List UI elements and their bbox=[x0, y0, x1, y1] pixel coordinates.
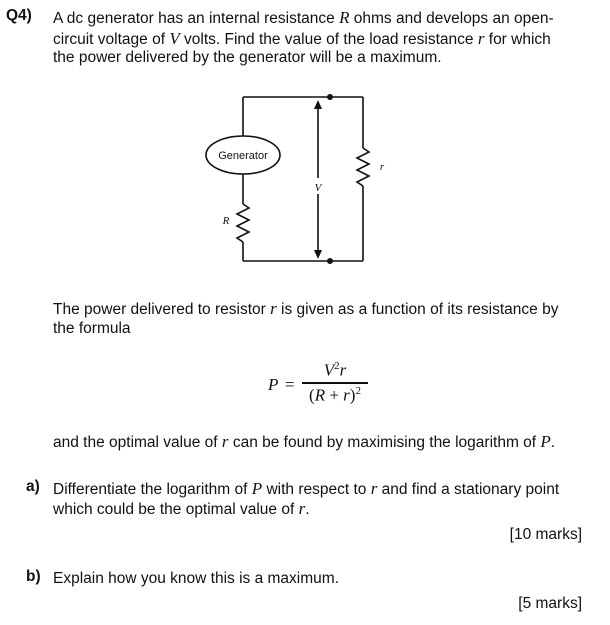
p2-end: . bbox=[550, 434, 556, 451]
var-P: P bbox=[268, 375, 279, 394]
resistor-R bbox=[237, 204, 249, 242]
part-b-line-1: Explain how you know this is a maximum. bbox=[53, 570, 340, 587]
part-a-marks: [10 marks] bbox=[509, 526, 582, 543]
node-dot-top bbox=[327, 94, 333, 100]
var-R: R bbox=[339, 8, 350, 27]
p1-text-a: The power delivered to resistor bbox=[53, 301, 271, 318]
den-close-paren: ) bbox=[349, 384, 356, 404]
part-a-text-b: with respect to bbox=[262, 481, 371, 498]
paragraph-1-line-1 bbox=[53, 298, 558, 320]
part-a-label: a) bbox=[26, 478, 40, 495]
formula-denominator bbox=[309, 385, 361, 405]
arrow-up-icon bbox=[314, 100, 322, 109]
num-r: r bbox=[339, 360, 347, 380]
part-a-text-a: Differentiate the logarithm of bbox=[53, 481, 252, 498]
num-V: V bbox=[323, 360, 335, 380]
var-V: V bbox=[169, 29, 180, 48]
part-a-line-1 bbox=[53, 478, 559, 500]
voltage-label: V bbox=[314, 182, 322, 194]
equals-sign: = bbox=[284, 375, 295, 394]
resistor-r-label: r bbox=[379, 161, 385, 173]
formula-numerator bbox=[324, 360, 347, 380]
intro-text-4: volts. Find the value of the load resistance bbox=[179, 31, 478, 48]
fraction-bar bbox=[302, 382, 368, 383]
part-b-marks: [5 marks] bbox=[518, 595, 582, 612]
intro-text-3: circuit voltage of bbox=[53, 31, 170, 48]
formula-lhs bbox=[268, 375, 294, 395]
node-dot-bottom bbox=[327, 258, 333, 264]
num-exponent: 2 bbox=[334, 360, 340, 372]
resistor-R-label: R bbox=[222, 215, 230, 227]
den-r: r bbox=[343, 384, 350, 404]
var-P: P bbox=[540, 432, 551, 451]
p2-text-a: and the optimal value of bbox=[53, 434, 222, 451]
intro-text-1: A dc generator has an internal resistance bbox=[53, 10, 340, 27]
var-r: r bbox=[298, 499, 306, 518]
var-r: r bbox=[477, 29, 485, 48]
part-a-text-d: which could be the optimal value of bbox=[53, 501, 299, 518]
part-b-label: b) bbox=[26, 568, 41, 585]
intro-text-2: ohms and develops an open- bbox=[349, 10, 554, 27]
p2-text-b: can be found by maximising the logarithm of bbox=[228, 434, 541, 451]
generator-label: Generator bbox=[218, 150, 268, 162]
den-open-paren: ( bbox=[309, 384, 315, 404]
paragraph-1-line-2: the formula bbox=[53, 320, 131, 337]
circuit-diagram bbox=[195, 88, 395, 273]
part-a-text-c: and find a stationary point bbox=[377, 481, 560, 498]
formula-fraction bbox=[302, 360, 368, 405]
var-r: r bbox=[270, 299, 277, 318]
part-a-line-2 bbox=[53, 498, 310, 520]
var-r: r bbox=[221, 432, 229, 451]
resistor-r bbox=[357, 148, 369, 186]
question-line-3: the power delivered by the generator will be a maximum. bbox=[53, 49, 442, 66]
p1-text-b: is given as a function of its resistance by bbox=[276, 301, 559, 318]
den-plus: + bbox=[325, 384, 344, 404]
paragraph-2 bbox=[53, 431, 555, 453]
intro-text-5: for which bbox=[484, 31, 551, 48]
den-R: R bbox=[314, 384, 326, 404]
question-line-1 bbox=[53, 7, 554, 29]
den-exponent: 2 bbox=[355, 384, 361, 397]
var-r: r bbox=[370, 479, 378, 498]
question-number: Q4) bbox=[6, 7, 32, 24]
var-P: P bbox=[251, 479, 263, 498]
part-a-end: . bbox=[305, 501, 310, 518]
arrow-down-icon bbox=[314, 250, 322, 259]
